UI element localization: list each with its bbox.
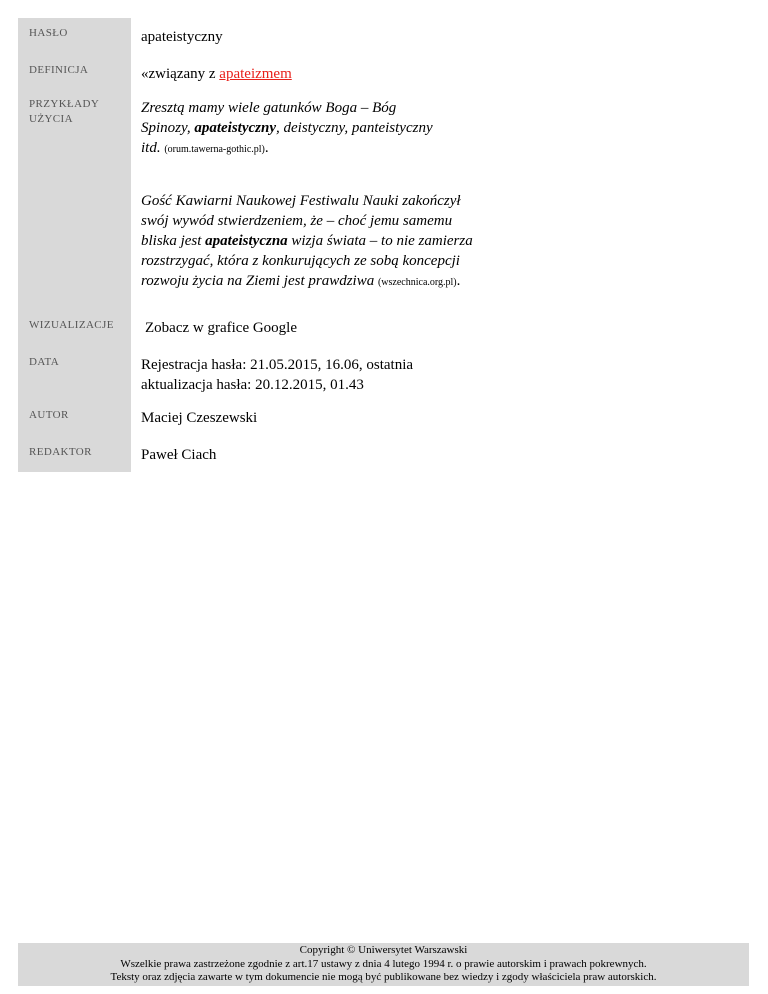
footer-notice: Teksty oraz zdjęcia zawarte w tym dokumencie nie mogą być publikowane bez wiedzy i zgody właściciela praw autorskich. <box>110 971 657 983</box>
definition-prefix: «związany z <box>141 66 220 82</box>
usage-example-2 <box>141 191 486 293</box>
footer-rights: Wszelkie prawa zastrzeżone zgodnie z art.17 ustawy z dnia 4 lutego 1994 r. o prawie autorskim i prawach pokrewnych. <box>120 957 647 970</box>
autor-label: AUTOR <box>29 409 69 421</box>
redaktor-label: REDAKTOR <box>29 446 92 458</box>
example-2-headword: apateistyczna <box>205 233 288 249</box>
google-images-link[interactable]: Zobacz w grafice Google <box>145 320 298 336</box>
definicja-label: DEFINICJA <box>29 64 89 76</box>
dates <box>141 355 413 395</box>
przyklady-label <box>29 97 99 127</box>
registration-date: Rejestracja hasła: 21.05.2015, 16.06, ostatnia <box>141 357 414 373</box>
data-label: DATA <box>29 356 60 368</box>
example-1-source: (orum.tawerna-gothic.pl) <box>164 144 265 155</box>
example-2-text: Gość Kawiarni Naukowej Festiwalu Nauki zakończył swój wywód stwierdzeniem, że – choć jemu samemu bliska jest <box>141 193 461 249</box>
example-2-end: . <box>456 273 461 289</box>
label-column <box>18 18 131 472</box>
editor: Paweł Ciach <box>141 447 217 463</box>
definition-link[interactable]: apateizmem <box>219 66 292 82</box>
example-2-text-cont: wizja świata – to nie zamierza rozstrzygać, która z konkurujących ze sobą koncepcji rozwoju życia na Ziemi jest prawdziwa <box>141 233 473 289</box>
example-2-source: (wszechnica.org.pl) <box>377 277 457 288</box>
example-1-text-cont: , deistyczny, panteistyczny itd. <box>141 120 433 156</box>
haslo-label: HASŁO <box>29 27 68 39</box>
przyklady-label-line2: UŻYCIA <box>29 113 73 125</box>
wizualizacje-label: WIZUALIZACJE <box>29 319 114 331</box>
headword: apateistyczny <box>141 29 223 45</box>
footer-copyright: Copyright © Uniwersytet Warszawski <box>299 944 468 956</box>
definition <box>141 64 292 84</box>
przyklady-label-line1: PRZYKŁADY <box>29 98 100 110</box>
example-1-text: Zresztą mamy wiele gatunków Boga – Bóg Spinozy, <box>141 100 397 136</box>
example-1-end: . <box>264 140 269 156</box>
copyright-footer <box>18 943 749 986</box>
update-date: aktualizacja hasła: 20.12.2015, 01.43 <box>141 377 364 393</box>
author: Maciej Czeszewski <box>141 410 258 426</box>
usage-example-1 <box>141 98 446 160</box>
example-1-headword: apateistyczny <box>194 120 276 136</box>
